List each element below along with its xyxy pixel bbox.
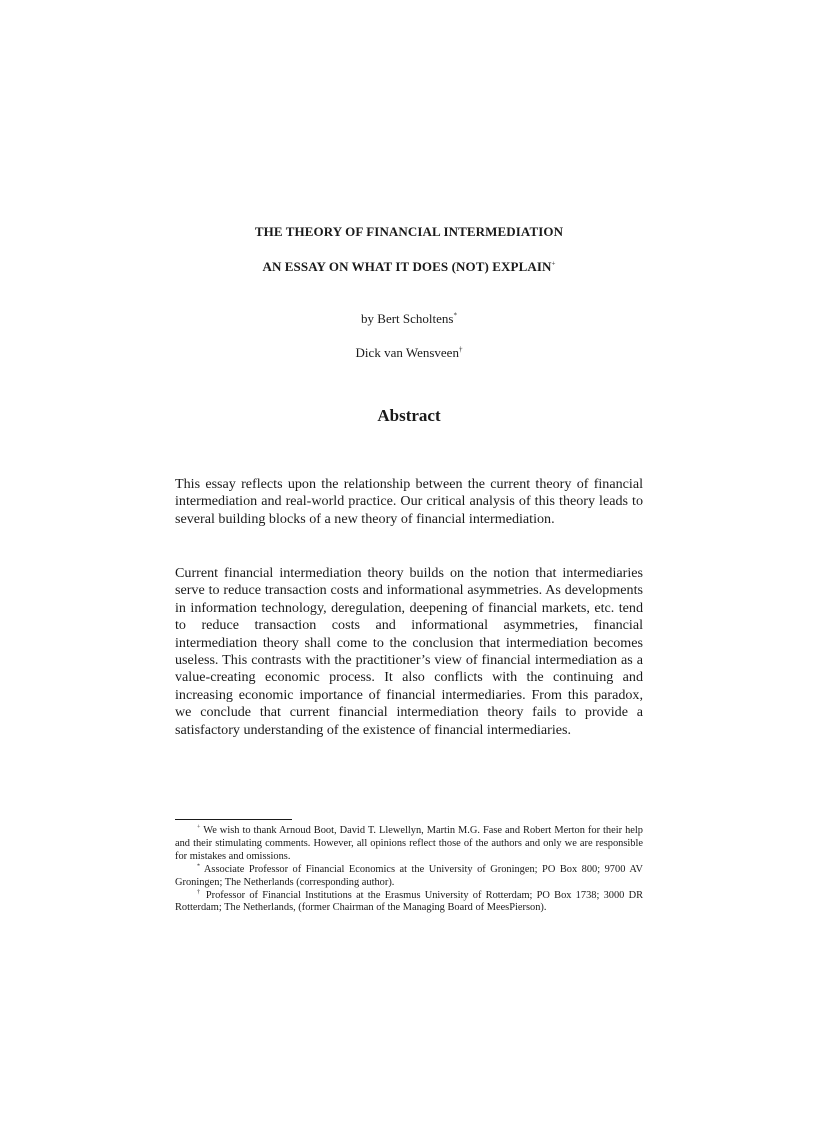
footnote-1 [175,825,643,864]
footnote-2-mark: * [197,863,200,870]
footnote-2-text: Associate Professor of Financial Economics at the University of Groningen; PO Box 800; 9700 AV Groningen; The Netherlands (corresponding author). [175,863,643,888]
footnotes [175,825,643,915]
author-name-1: by Bert Scholtens [361,311,454,326]
paper-subtitle [175,259,643,275]
paper-title [175,224,643,240]
paper-subtitle-text: AN ESSAY ON WHAT IT DOES (NOT) EXPLAIN [262,259,552,274]
author-2-footnote-mark: † [458,345,463,354]
author-name-2: Dick van Wensveen [355,345,459,360]
footnote-2 [175,864,643,890]
author-line-2 [175,345,643,361]
abstract-heading: Abstract [377,406,441,425]
footnote-3-text: Professor of Financial Institutions at the Erasmus University of Rotterdam; PO Box 1738; 3000 DR Rotterdam; The Netherlands, (former Chairman of the Managing Board of MeesPierson). [175,889,644,914]
footnote-separator [175,819,292,820]
abstract-paragraph-2: Current financial intermediation theory builds on the notion that intermediaries serve to reduce transaction costs and informational asymmetries. As developments in information technology, deregulation, deepening of financial markets, etc. tend to reduce transaction costs and informational asymmetries, financial intermediation theory shall come to the conclusion that intermediation becomes useless. This contrasts with the practitioner’s view of financial intermediation as a value-creating economic process. It also conflicts with the continuing and increasing economic importance of financial intermediaries. From this paradox, we conclude that current financial intermediation theory fails to provide a satisfactory understanding of the existence of financial intermediaries. [175,565,643,738]
paper-title-text: THE THEORY OF FINANCIAL INTERMEDIATION [254,224,564,239]
subtitle-footnote-mark: + [551,259,556,268]
author-1-footnote-mark: * [453,311,457,320]
abstract-paragraph-1: This essay reflects upon the relationship between the current theory of financial intermediation and real-world practice. Our critical analysis of this theory leads to several building blocks of a new theory of financial intermediation. [175,476,643,527]
footnote-1-text: We wish to thank Arnoud Boot, David T. Llewellyn, Martin M.G. Fase and Robert Merton for their help and their stimulating comments. However, all opinions reflect those of the authors and only we are responsible for mistakes and omissions. [175,825,643,862]
footnote-3-mark: † [197,889,202,896]
footnote-3 [175,890,643,916]
author-line-1 [175,311,643,327]
footnote-1-mark: + [197,824,201,831]
